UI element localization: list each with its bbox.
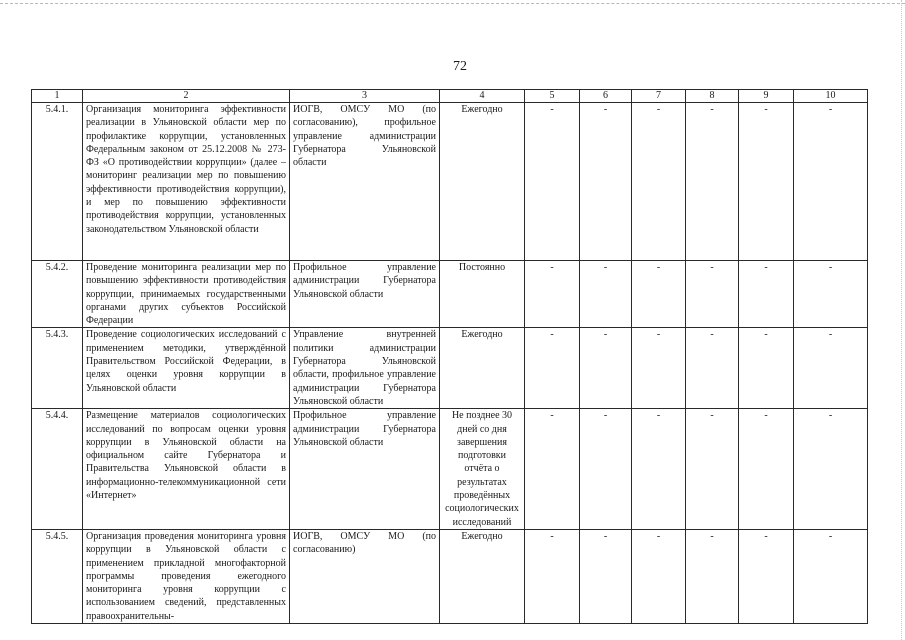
column-header: 3 bbox=[290, 90, 440, 103]
measure-number: 5.4.1. bbox=[32, 103, 83, 261]
column-header: 7 bbox=[632, 90, 686, 103]
funding-value: - bbox=[525, 529, 580, 623]
measure-number: 5.4.2. bbox=[32, 261, 83, 328]
column-header: 4 bbox=[440, 90, 525, 103]
column-header: 1 bbox=[32, 90, 83, 103]
measure-responsible: Профильное управление администрации Губернатора Ульяновской области bbox=[290, 409, 440, 530]
funding-value: - bbox=[794, 103, 868, 261]
funding-value: - bbox=[632, 103, 686, 261]
column-header: 6 bbox=[580, 90, 632, 103]
funding-value: - bbox=[632, 529, 686, 623]
funding-value: - bbox=[580, 328, 632, 409]
measure-number: 5.4.4. bbox=[32, 409, 83, 530]
funding-value: - bbox=[794, 261, 868, 328]
funding-value: - bbox=[686, 103, 739, 261]
measure-responsible: ИОГВ, ОМСУ МО (по согласованию) bbox=[290, 529, 440, 623]
funding-value: - bbox=[794, 409, 868, 530]
funding-value: - bbox=[739, 328, 794, 409]
measure-activity: Организация мониторинга эффективности реализации в Ульяновской области мер по профилактике коррупции, установленных Федеральным законом от 25.12.2008 № 273-ФЗ «О противодействии коррупции» (далее – мониторинг реализации мер по повышению эффективности противодействия коррупции), и мер по повышению эффективности противодействия коррупции, установленных законодательством Ульяновской области bbox=[83, 103, 290, 261]
measure-term: Ежегодно bbox=[440, 529, 525, 623]
scan-border-top bbox=[0, 3, 905, 4]
funding-value: - bbox=[739, 103, 794, 261]
funding-value: - bbox=[794, 328, 868, 409]
measure-number: 5.4.3. bbox=[32, 328, 83, 409]
funding-value: - bbox=[580, 409, 632, 530]
funding-value: - bbox=[525, 328, 580, 409]
funding-value: - bbox=[794, 529, 868, 623]
funding-value: - bbox=[632, 328, 686, 409]
funding-value: - bbox=[525, 261, 580, 328]
scan-border-right bbox=[901, 0, 902, 640]
table-row bbox=[32, 529, 868, 623]
measure-activity: Размещение материалов социологических исследований по вопросам оценки уровня коррупции в Ульяновской области на официальном сайте Губернатора и Правительства Ульяновской области в информационно-телекоммуникационной сети «Интернет» bbox=[83, 409, 290, 530]
table-row bbox=[32, 261, 868, 328]
measure-term: Не позднее 30 дней со дня завершения подготовки отчёта о результатах проведённых социологических исследований bbox=[440, 409, 525, 530]
measure-responsible: Профильное управление администрации Губернатора Ульяновской области bbox=[290, 261, 440, 328]
table-row bbox=[32, 328, 868, 409]
funding-value: - bbox=[525, 103, 580, 261]
funding-value: - bbox=[580, 261, 632, 328]
measure-responsible: Управление внутренней политики администрации Губернатора Ульяновской области, профильное управление администрации Губернатора Ульяновской области bbox=[290, 328, 440, 409]
funding-value: - bbox=[739, 409, 794, 530]
column-header: 2 bbox=[83, 90, 290, 103]
funding-value: - bbox=[686, 261, 739, 328]
funding-value: - bbox=[739, 529, 794, 623]
column-header: 9 bbox=[739, 90, 794, 103]
measure-activity: Проведение мониторинга реализации мер по повышению эффективности противодействия коррупции, принимаемых государственными органами других субъектов Российской Федерации bbox=[83, 261, 290, 328]
funding-value: - bbox=[580, 529, 632, 623]
column-header: 10 bbox=[794, 90, 868, 103]
table-row bbox=[32, 103, 868, 261]
measure-activity: Проведение социологических исследований с применением методики, утверждённой Правительством Российской Федерации, в целях оценки уровня коррупции в Ульяновской области bbox=[83, 328, 290, 409]
funding-value: - bbox=[686, 328, 739, 409]
column-header: 8 bbox=[686, 90, 739, 103]
measure-term: Постоянно bbox=[440, 261, 525, 328]
table-row bbox=[32, 409, 868, 530]
funding-value: - bbox=[632, 261, 686, 328]
funding-value: - bbox=[686, 529, 739, 623]
funding-value: - bbox=[739, 261, 794, 328]
measure-number: 5.4.5. bbox=[32, 529, 83, 623]
column-header: 5 bbox=[525, 90, 580, 103]
measures-table bbox=[31, 89, 868, 624]
funding-value: - bbox=[525, 409, 580, 530]
measure-activity: Организация проведения мониторинга уровня коррупции в Ульяновской области с применением прикладной многофакторной программы проведения ежегодного мониторинга уровня коррупции с использованием сведений, представленных правоохранительны- bbox=[83, 529, 290, 623]
page-number: 72 bbox=[453, 59, 467, 74]
measure-term: Ежегодно bbox=[440, 328, 525, 409]
funding-value: - bbox=[632, 409, 686, 530]
funding-value: - bbox=[686, 409, 739, 530]
measure-responsible: ИОГВ, ОМСУ МО (по согласованию), профильное управление администрации Губернатора Ульяновской области bbox=[290, 103, 440, 261]
column-number-row bbox=[32, 90, 868, 103]
funding-value: - bbox=[580, 103, 632, 261]
measure-term: Ежегодно bbox=[440, 103, 525, 261]
